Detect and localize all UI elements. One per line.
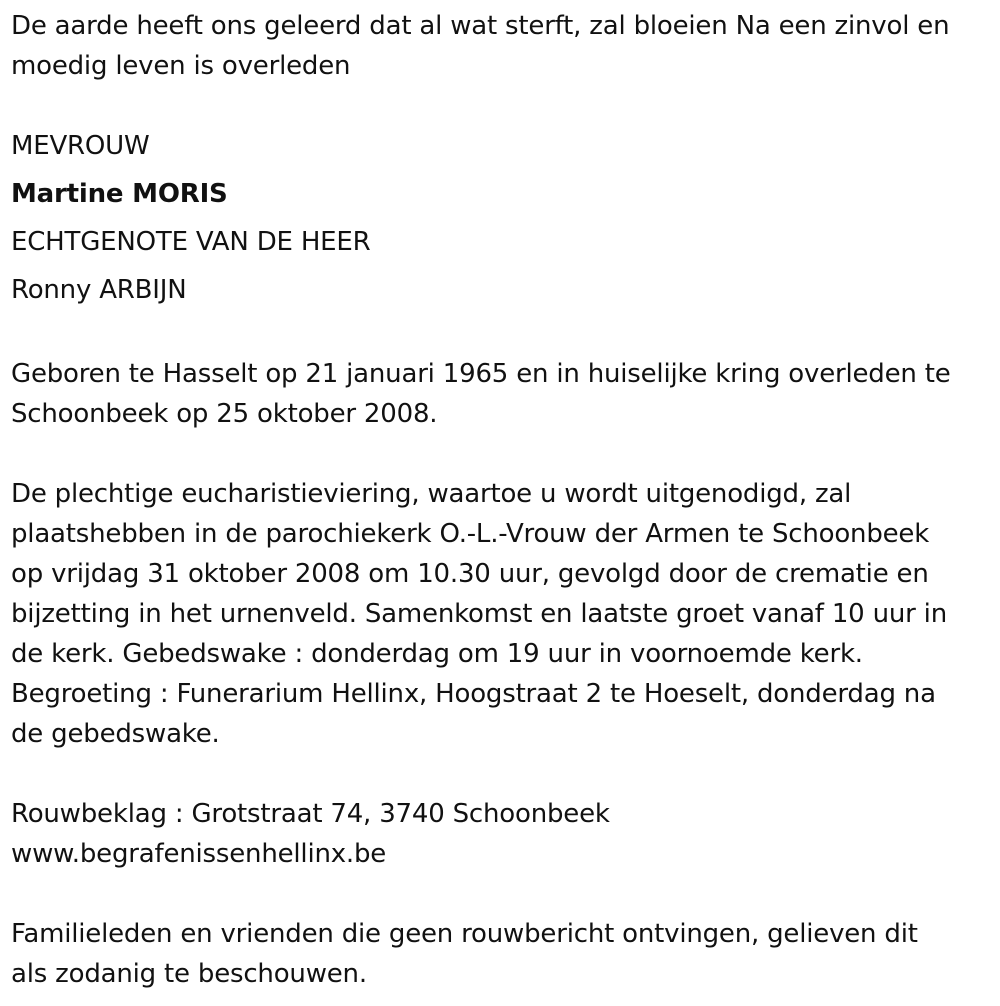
birth-death-line-1: Geboren te Hasselt op 21 januari 1965 en in huiselijke kring overleden te [11,359,951,389]
deceased-block [11,122,992,314]
website-link[interactable]: www.begrafenissenhellinx.be [11,839,387,869]
deceased-title: MEVROUW [11,131,150,161]
birth-death-text [11,354,992,434]
contact-block [11,794,992,874]
closing-line-2: als zodanig te beschouwen. [11,959,367,989]
birth-death-line-2: Schoonbeek op 25 oktober 2008. [11,399,438,429]
relation-text: ECHTGENOTE VAN DE HEER [11,227,371,257]
ceremony-line: op vrijdag 31 oktober 2008 om 10.30 uur, gevolgd door de crematie en [11,559,929,589]
ceremony-line: de gebedswake. [11,719,220,749]
ceremony-line: De plechtige eucharistieviering, waartoe u wordt uitgenodigd, zal [11,479,852,509]
closing-text [11,914,992,994]
ceremony-line: plaatshebben in de parochiekerk O.-L.-Vrouw der Armen te Schoonbeek [11,519,930,549]
deceased-name: Martine MORIS [11,179,228,209]
spouse-name: Ronny ARBIJN [11,275,187,305]
ceremony-text [11,474,992,754]
intro-line-1: De aarde heeft ons geleerd dat al wat sterft, zal bloeien Na een zinvol en [11,11,950,41]
condolence-address: Rouwbeklag : Grotstraat 74, 3740 Schoonbeek [11,799,610,829]
intro-line-2: moedig leven is overleden [11,51,351,81]
intro-text [11,6,992,86]
closing-line-1: Familieleden en vrienden die geen rouwbericht ontvingen, gelieven dit [11,919,918,949]
ceremony-line: Begroeting : Funerarium Hellinx, Hoogstraat 2 te Hoeselt, donderdag na [11,679,936,709]
ceremony-line: bijzetting in het urnenveld. Samenkomst en laatste groet vanaf 10 uur in [11,599,947,629]
ceremony-line: de kerk. Gebedswake : donderdag om 19 uur in voornoemde kerk. [11,639,863,669]
